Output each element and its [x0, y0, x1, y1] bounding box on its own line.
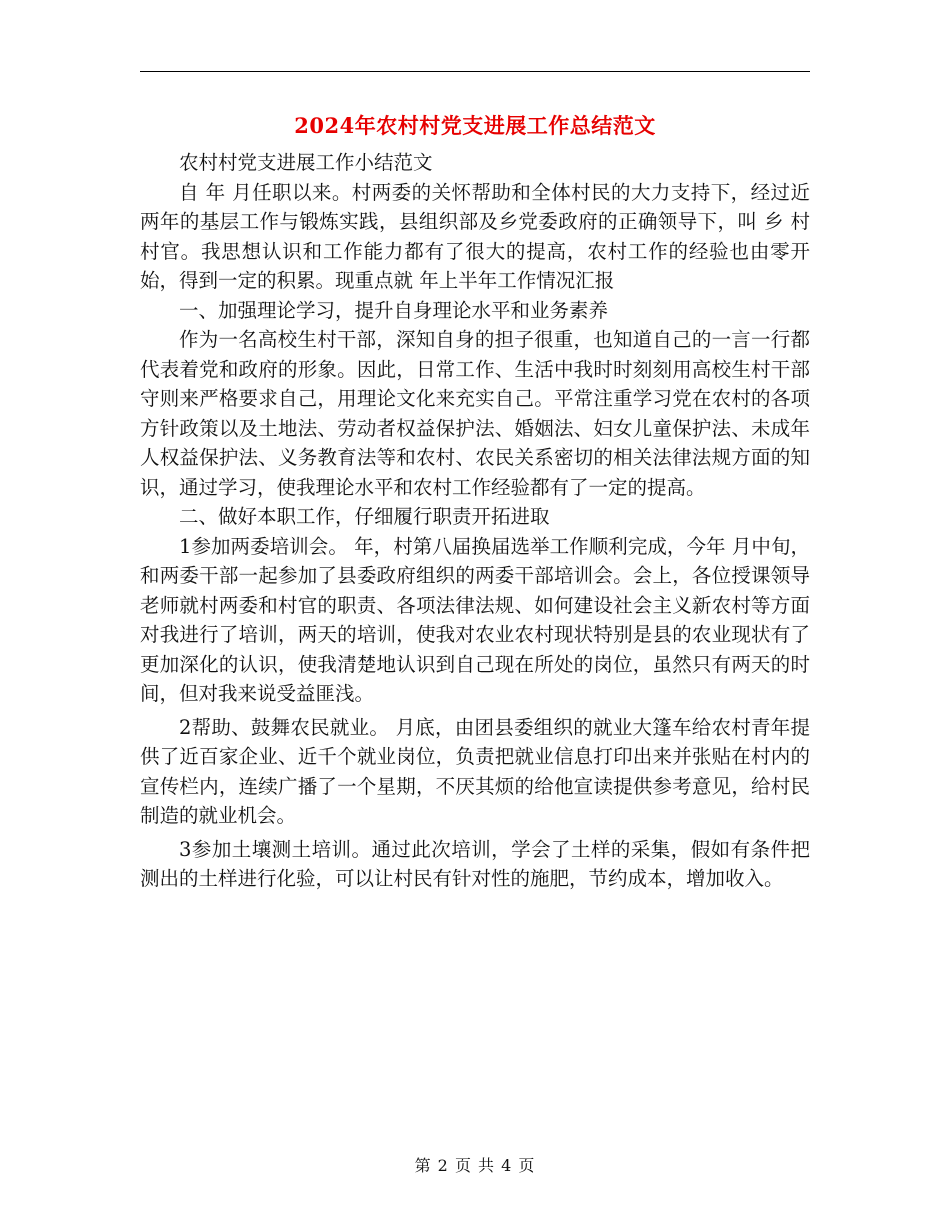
page-footer: 第 2 页 共 4 页 [414, 1156, 536, 1175]
paragraph-subtitle: 农村村党支进展工作小结范文 [179, 151, 433, 174]
paragraph-section-1: 作为一名高校生村干部，深知自身的担子很重，也知道自己的一言一行都代表着党和政府的形象。因此，日常工作、生活中我时时刻刻用高校生村干部守则来严格要求自己，用理论文化来充实自己。平常注重学习党在农村的各项方针政策以及土地法、劳动者权益保护法、婚姻法、妇女儿童保护法、未成年人权益保护法、义务教育法等和农村、农民关系密切的相关法律法规方面的知识，通过学习，使我理论水平和农村工作经验都有了一定的提高。 [140, 328, 810, 499]
paragraph-item-1: 1参加两委培训会。 年，村第八届换届选举工作顺利完成，今年 月中旬，和两委干部一起参加了县委政府组织的两委干部培训会。会上，各位授课领导老师就村两委和村官的职责、各项法律法规、如何建设社会主义新农村等方面对我进行了培训，两天的培训，使我对农业农村现状特别是县的农业现状有了更加深化的认识，使我清楚地认识到自己现在所处的岗位，虽然只有两天的时间，但对我来说受益匪浅。 [140, 534, 810, 705]
paragraph-intro: 自 年 月任职以来。村两委的关怀帮助和全体村民的大力支持下，经过近两年的基层工作与锻炼实践，县组织部及乡党委政府的正确领导下，叫 乡 村村官。我思想认识和工作能力都有了很大的提高，农村工作的经验也由零开始，得到一定的积累。现重点就 年上半年工作情况汇报 [140, 180, 810, 292]
document-title: 2024年农村村党支进展工作总结范文 [294, 113, 656, 138]
paragraph-item-2: 2帮助、鼓舞农民就业。 月底，由团县委组织的就业大篷车给农村青年提供了近百家企业、近千个就业岗位，负责把就业信息打印出来并张贴在村内的宣传栏内，连续广播了一个星期，不厌其烦的给他宣读提供参考意见，给村民制造的就业机会。 [140, 715, 810, 827]
heading-section-2: 二、做好本职工作，仔细履行职责开拓进取 [179, 505, 550, 528]
heading-section-1: 一、加强理论学习，提升自身理论水平和业务素养 [179, 298, 609, 322]
document-body [140, 148, 810, 894]
header-rule [140, 71, 810, 72]
paragraph-item-3: 3参加土壤测土培训。通过此次培训，学会了土样的采集，假如有条件把测出的土样进行化验，可以让村民有针对性的施肥，节约成本，增加收入。 [140, 837, 810, 890]
